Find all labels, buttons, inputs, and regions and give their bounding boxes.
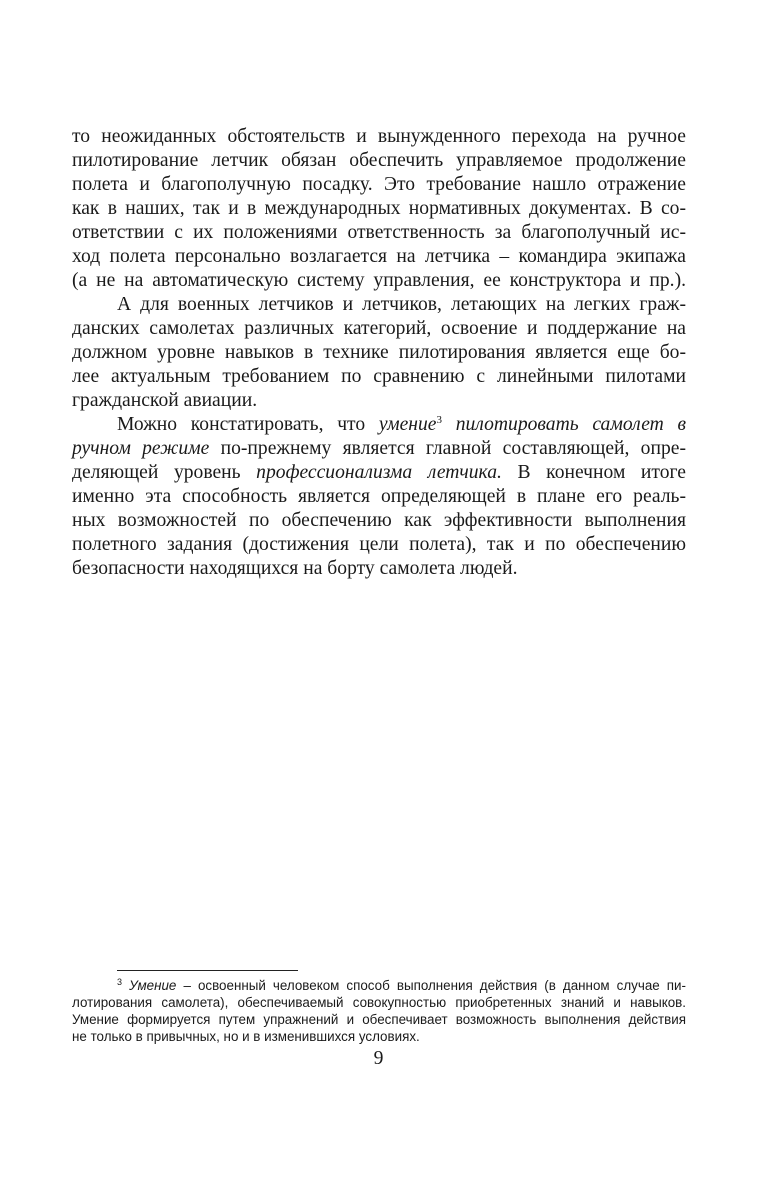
- body-line: [117, 413, 686, 437]
- body-line: ответствии с их положениями ответственность за благополучный ис-: [72, 222, 686, 243]
- body-line: полета и благополучную посадку. Это требование нашло отражение: [72, 174, 686, 195]
- footnote-line: Умение формируется путем упражнений и обеспечивает возможность выполнения действия: [72, 1012, 686, 1027]
- body-line: [72, 461, 686, 485]
- text-run: деляющей уровень: [72, 462, 257, 483]
- footnote-line: [117, 977, 686, 994]
- italic-term: профессионализма летчика.: [256, 462, 502, 483]
- body-line: данских самолетах различных категорий, освоение и поддержание на: [72, 318, 686, 339]
- text-run: по-прежнему является главной составляющей, опре-: [209, 438, 686, 459]
- footnote-line: лотирования самолета), обеспечиваемый совокупностью приобретенных знаний и навыков.: [72, 995, 686, 1010]
- body-line: пилотирование летчик обязан обеспечить управляемое продолжение: [72, 150, 686, 171]
- italic-term: умение: [378, 414, 437, 435]
- footnote-separator: [117, 970, 298, 971]
- italic-term: пилотировать самолет в: [442, 414, 686, 435]
- text-run: В конечном итоге: [501, 462, 686, 483]
- footnote-line: не только в привычных, но и в изменившихся условиях.: [72, 1029, 420, 1044]
- footnote-ref: 3: [436, 414, 442, 426]
- body-line: безопасности находящихся на борту самолета людей.: [72, 558, 518, 579]
- body-line: гражданской авиации.: [72, 390, 258, 411]
- text-run: Можно констатировать, что: [117, 414, 379, 435]
- footnote-marker: 3: [117, 977, 123, 987]
- body-line: то неожиданных обстоятельств и вынужденного перехода на ручное: [72, 126, 686, 147]
- body-line: лее актуальным требованием по сравнению с линейными пилотами: [72, 366, 686, 387]
- page-number: 9: [373, 1048, 384, 1069]
- text-run: – освоенный человеком способ выполнения действия (в данном случае пи-: [176, 978, 686, 993]
- body-line: ных возможностей по обеспечению как эффективности выполнения: [72, 510, 686, 531]
- italic-term: ручном режиме: [72, 438, 210, 459]
- body-line: должном уровне навыков в технике пилотирования является еще бо-: [72, 342, 686, 363]
- body-line: [72, 437, 686, 461]
- body-line: полетного задания (достижения цели полета), так и по обеспечению: [72, 534, 686, 555]
- body-line: А для военных летчиков и летчиков, летающих на легких граж-: [117, 294, 686, 315]
- body-line: как в наших, так и в международных нормативных документах. В со-: [72, 198, 686, 219]
- footnote-term: Умение: [129, 978, 177, 993]
- body-line: (а не на автоматическую систему управления, ее конструктора и пр.).: [72, 270, 686, 291]
- body-line: именно эта способность является определяющей в плане его реаль-: [72, 486, 686, 507]
- body-line: ход полета персонально возлагается на летчика – командира экипажа: [72, 246, 686, 267]
